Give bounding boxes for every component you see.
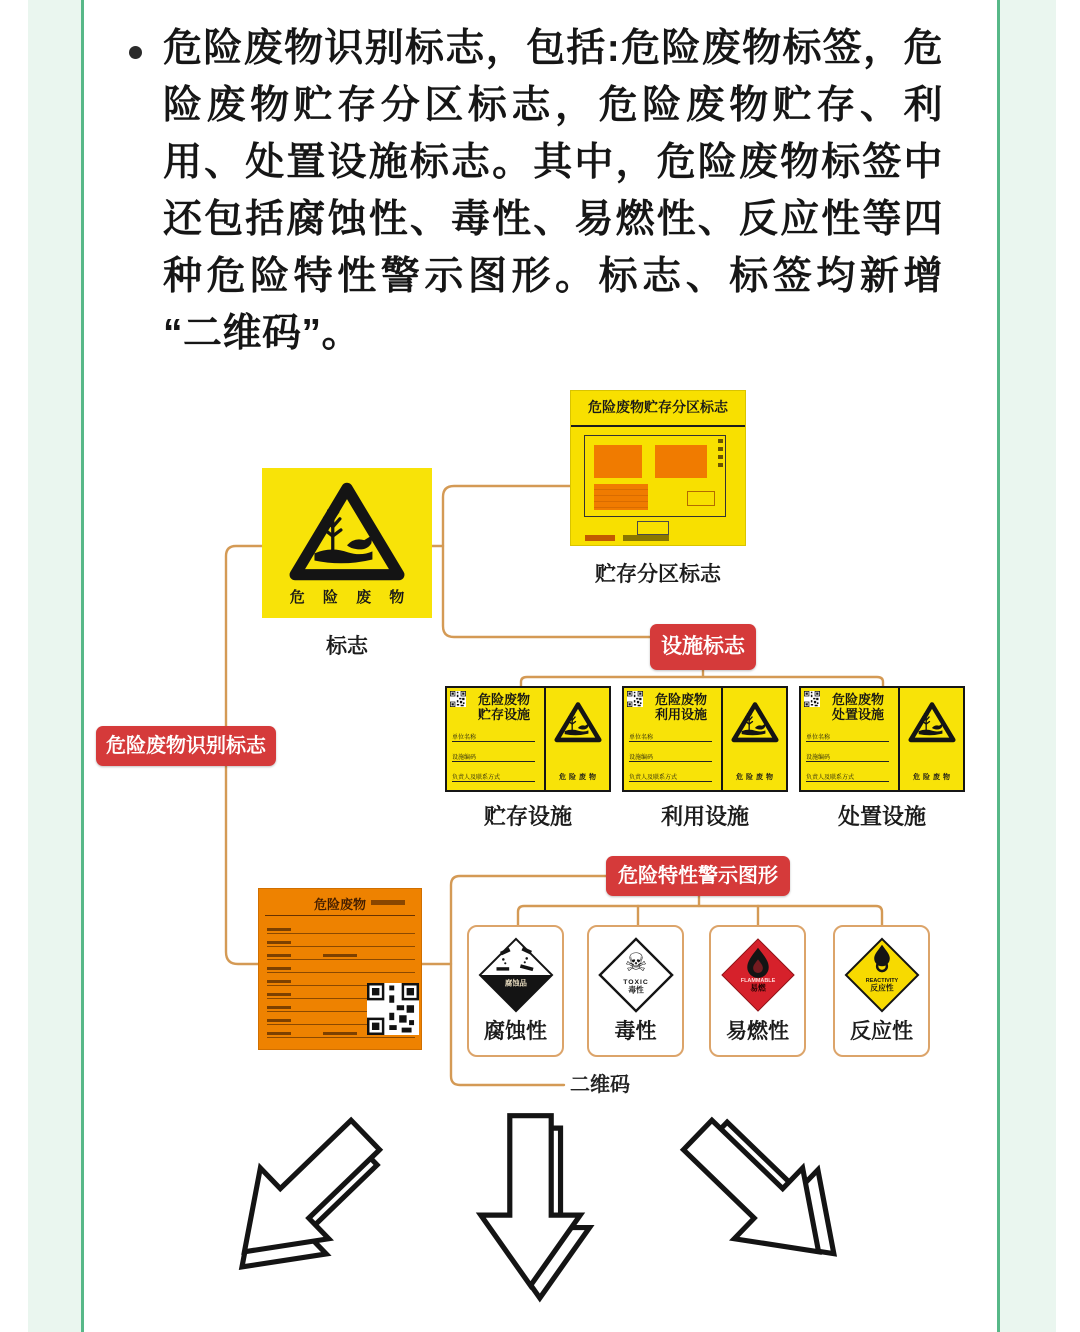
arrow-down-right-icon — [624, 1059, 907, 1332]
facility-banner: 设施标志 — [650, 624, 756, 670]
qr-code-icon — [450, 691, 466, 707]
facility-sign-warning-column — [546, 688, 609, 790]
form-line — [267, 934, 415, 947]
environment-hazard-triangle-icon — [553, 700, 603, 744]
skull-crossbones-icon: ☠ — [624, 949, 648, 978]
zone-block — [655, 445, 707, 478]
field-row: 设施编码 — [452, 746, 540, 766]
environment-hazard-triangle-icon — [730, 700, 780, 744]
mark-sign-caption: 标志 — [326, 635, 368, 658]
hazard-tile-caption: 易燃性 — [726, 1020, 789, 1043]
divider — [265, 915, 415, 916]
facility-caption-utilization: 利用设施 — [660, 804, 749, 829]
paragraph — [163, 20, 943, 362]
toxic-diamond-icon — [597, 936, 675, 1014]
hazard-tile-caption: 毒性 — [614, 1020, 657, 1043]
toxic-text-cn: 毒性 — [628, 985, 644, 995]
hazard-waste-mark-sign — [262, 468, 432, 618]
facility-sign-info-column — [801, 688, 900, 790]
facility-sign-fields — [629, 726, 717, 786]
right-green-frame — [997, 0, 1056, 1332]
facility-sign-utilization — [622, 686, 788, 792]
zone-block — [594, 484, 648, 510]
facility-sign-info-column — [624, 688, 723, 790]
label-code-field — [371, 900, 405, 905]
field-row: 单位名称 — [452, 726, 540, 746]
zone-small-chip — [687, 491, 715, 506]
paragraph-line: 险废物贮存分区标志，危险废物贮存、利 — [163, 84, 943, 127]
facility-caption-disposal: 处置设施 — [837, 804, 926, 829]
facility-sign-title-line1: 危险废物 — [477, 692, 530, 707]
facility-warning-text: 危险废物 — [559, 774, 599, 781]
form-line — [267, 921, 415, 934]
hazard-warning-banner: 危险特性警示图形 — [606, 856, 790, 896]
storage-zone-sign — [570, 390, 746, 546]
facility-sign-disposal — [799, 686, 965, 792]
sign-footer-mark — [585, 535, 615, 541]
facility-sign-warning-column — [723, 688, 786, 790]
bullet-dot — [129, 46, 142, 59]
reactive-text-en: REACTIVITY — [865, 977, 899, 984]
facility-warning-text: 危险废物 — [913, 774, 953, 781]
facility-sign-title-line2: 贮存设施 — [477, 707, 530, 722]
facility-sign-title — [642, 692, 720, 722]
zone-block — [594, 445, 642, 478]
corrosive-diamond-icon — [477, 936, 555, 1014]
field-row: 设施编码 — [629, 746, 717, 766]
facility-sign-info-column — [447, 688, 546, 790]
facility-warning-text: 危险废物 — [736, 774, 776, 781]
field-row: 负责人及联系方式 — [629, 766, 717, 786]
field-row: 设施编码 — [806, 746, 894, 766]
label-title: 危险废物 — [313, 897, 366, 912]
environment-hazard-triangle-icon — [907, 700, 957, 744]
reactive-text-cn: 反应性 — [870, 983, 894, 993]
field-row: 负责人及联系方式 — [452, 766, 540, 786]
field-row: 单位名称 — [629, 726, 717, 746]
paragraph-line: 用、处置设施标志。其中，危险废物标签中 — [163, 141, 943, 184]
facility-sign-title-line1: 危险废物 — [831, 692, 884, 707]
hazard-waste-label — [258, 888, 422, 1050]
facility-caption-storage: 贮存设施 — [483, 804, 572, 829]
qr-code-icon — [367, 983, 419, 1035]
sign-footer-text — [623, 535, 669, 541]
hazard-tile-reactive — [833, 925, 930, 1057]
form-line — [267, 960, 415, 973]
divider — [571, 425, 745, 427]
paragraph-line: 危险废物识别标志，包括:危险废物标签，危 — [163, 27, 943, 70]
facility-sign-fields — [806, 726, 894, 786]
arrow-down-icon — [458, 1105, 603, 1317]
scale-chip — [637, 521, 669, 535]
facility-sign-title — [465, 692, 543, 722]
qr-code-icon — [804, 691, 820, 707]
left-green-frame — [28, 0, 84, 1332]
paragraph-line: 种危险特性警示图形。标志、标签均新增 — [163, 255, 943, 298]
mark-sign-text: 危 险 废 物 — [289, 589, 412, 606]
flammable-diamond-icon — [719, 936, 797, 1014]
toxic-text-en: TOXIC — [623, 978, 649, 986]
facility-sign-title-line1: 危险废物 — [654, 692, 707, 707]
facility-sign-warning-column — [900, 688, 963, 790]
hazard-tile-corrosive — [467, 925, 564, 1057]
paragraph-line: 还包括腐蚀性、毒性、易燃性、反应性等四 — [163, 198, 943, 241]
reactive-diamond-icon — [843, 936, 921, 1014]
hazard-tile-caption: 腐蚀性 — [484, 1020, 547, 1043]
root-banner: 危险废物识别标志 — [96, 726, 276, 766]
hazard-tile-toxic — [587, 925, 684, 1057]
facility-sign-title — [819, 692, 897, 722]
facility-sign-fields — [452, 726, 540, 786]
arrow-down-left-icon — [156, 1059, 439, 1332]
flammable-text-en: FLAMMABLE — [740, 977, 776, 984]
facility-sign-storage — [445, 686, 611, 792]
facility-sign-title-line2: 处置设施 — [831, 707, 884, 722]
environment-hazard-triangle-icon — [286, 478, 408, 584]
zone-side-text — [718, 439, 723, 471]
qr-code-icon — [627, 691, 643, 707]
qr-caption: 二维码 — [570, 1074, 630, 1096]
storage-zone-caption: 贮存分区标志 — [595, 563, 721, 586]
hazard-tile-caption: 反应性 — [850, 1020, 913, 1043]
corrosive-band-text: 腐蚀品 — [505, 978, 527, 988]
form-line — [267, 947, 415, 960]
hazard-tile-flammable — [709, 925, 806, 1057]
field-row: 单位名称 — [806, 726, 894, 746]
paragraph-line: “二维码”。 — [163, 312, 362, 355]
storage-zone-sign-title: 危险废物贮存分区标志 — [588, 399, 728, 415]
field-row: 负责人及联系方式 — [806, 766, 894, 786]
facility-sign-title-line2: 利用设施 — [654, 707, 707, 722]
storage-zone-layout-area — [584, 435, 726, 517]
flammable-text-cn: 易燃 — [750, 983, 766, 993]
